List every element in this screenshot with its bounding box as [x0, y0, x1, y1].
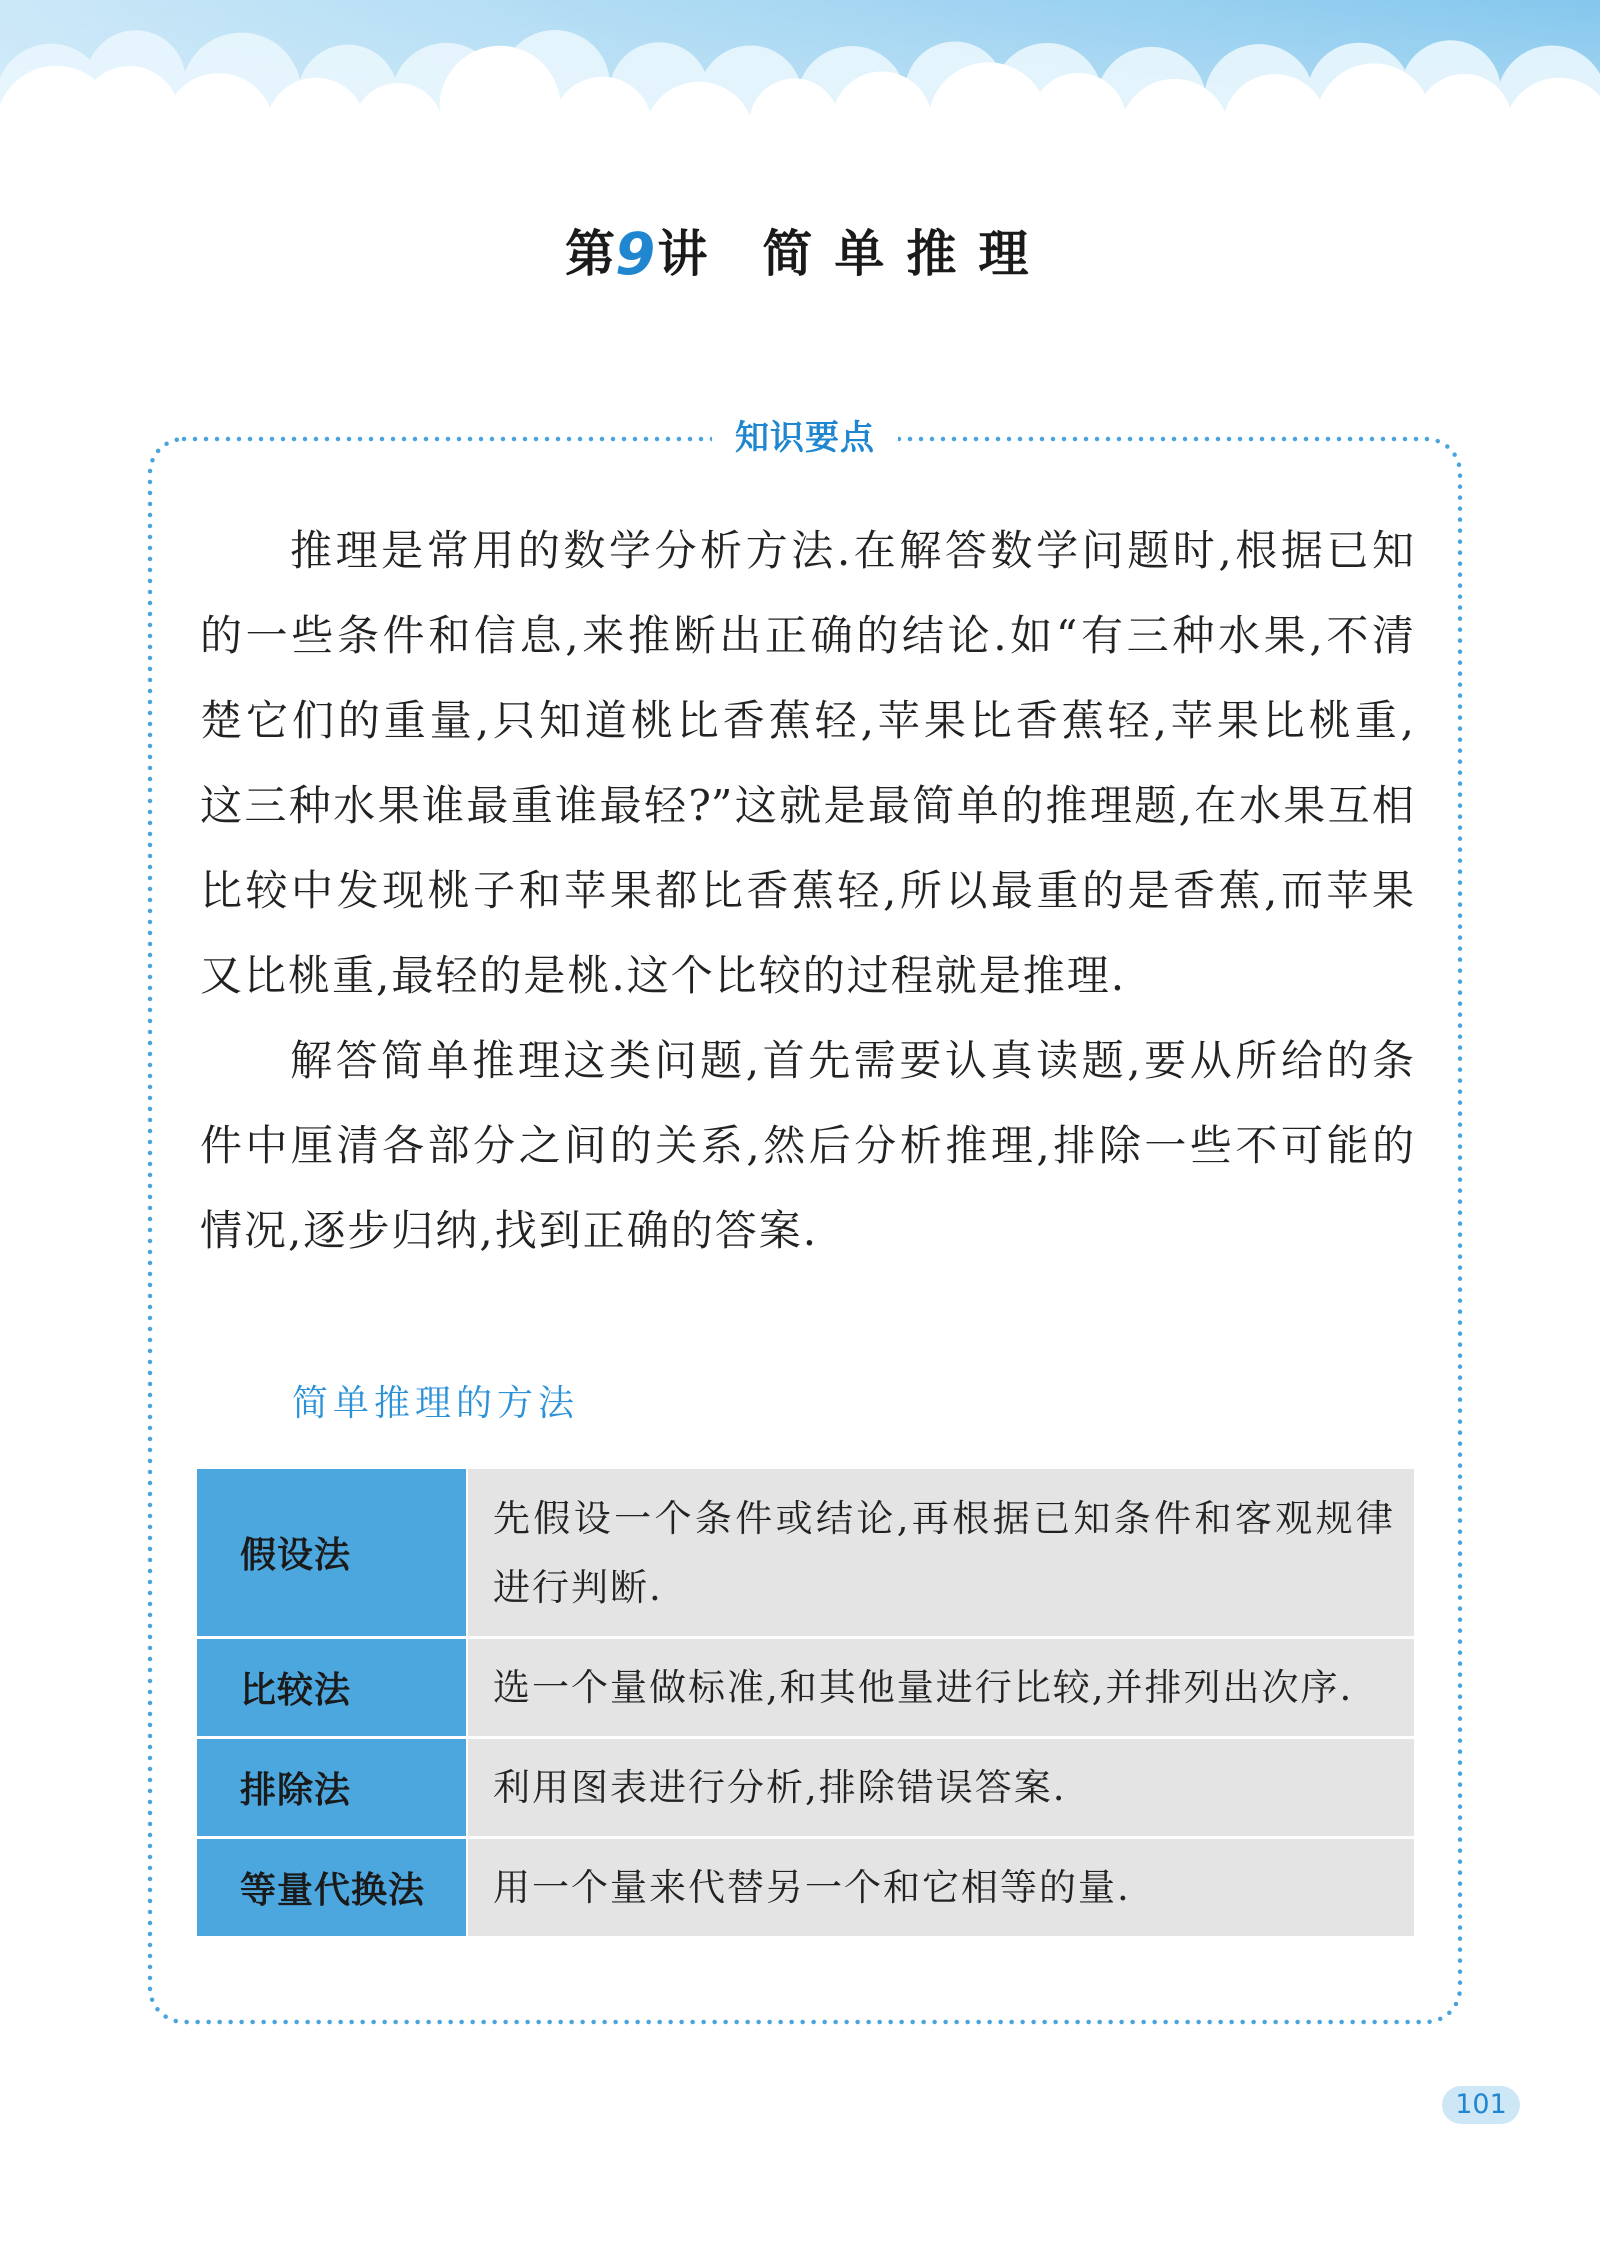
method-name-cell	[197, 1469, 466, 1636]
method-description-line: 选一个量做标准,和其他量进行比较,并排列出次序.	[493, 1666, 1354, 1709]
table-row	[197, 1469, 1414, 1636]
chapter-title: 简单推理	[762, 224, 1051, 283]
methods-table	[197, 1469, 1414, 1936]
paragraph-line: 这三种水果谁最重谁最轻?”这就是最简单的推理题,在水果互相	[200, 781, 1414, 830]
table-row	[197, 1639, 1414, 1736]
method-description-line: 利用图表进行分析,排除错误答案.	[493, 1766, 1067, 1809]
page-number: 101	[1442, 2086, 1520, 2124]
method-description-cell	[468, 1739, 1414, 1836]
paragraph-line: 楚它们的重量,只知道桃比香蕉轻,苹果比香蕉轻,苹果比桃重,	[200, 696, 1414, 745]
paragraph-line: 又比桃重,最轻的是桃.这个比较的过程就是推理.	[200, 951, 1127, 1000]
paragraph-line: 比较中发现桃子和苹果都比香蕉轻,所以最重的是香蕉,而苹果	[200, 866, 1414, 915]
paragraph-line: 推理是常用的数学分析方法.在解答数学问题时,根据已知	[290, 526, 1414, 575]
table-row	[197, 1739, 1414, 1836]
knowledge-text	[200, 508, 1414, 1273]
method-description-cell	[468, 1839, 1414, 1936]
method-name-cell	[197, 1639, 466, 1736]
method-name: 排除法	[240, 1770, 352, 1811]
paragraph	[200, 508, 1414, 1018]
chapter-number: 9	[615, 220, 656, 288]
methods-heading: 简单推理的方法	[292, 1383, 580, 1424]
chapter-title-bar	[565, 222, 1050, 286]
knowledge-points-heading: 知识要点	[712, 416, 898, 460]
paragraph-line: 的一些条件和信息,来推断出正确的结论.如“有三种水果,不清	[200, 611, 1414, 660]
chapter-prefix: 第	[565, 224, 615, 283]
method-name: 比较法	[240, 1670, 352, 1711]
paragraph-line: 情况,逐步归纳,找到正确的答案.	[200, 1206, 819, 1255]
chapter-suffix: 讲	[657, 224, 708, 283]
method-description-cell	[468, 1469, 1414, 1636]
paragraph-line: 件中厘清各部分之间的关系,然后分析推理,排除一些不可能的	[200, 1121, 1414, 1170]
method-description-cell	[468, 1639, 1414, 1736]
method-description-line: 用一个量来代替另一个和它相等的量.	[493, 1866, 1131, 1909]
method-name: 假设法	[240, 1535, 352, 1576]
method-description-line: 先假设一个条件或结论,再根据已知条件和客观规律	[493, 1496, 1393, 1540]
method-name-cell	[197, 1739, 466, 1836]
paragraph	[200, 1018, 1414, 1273]
table-row	[197, 1839, 1414, 1936]
method-description-line: 进行判断.	[493, 1565, 663, 1609]
method-name: 等量代换法	[240, 1870, 426, 1911]
sky-banner	[0, 0, 1600, 160]
method-name-cell	[197, 1839, 466, 1936]
paragraph-line: 解答简单推理这类问题,首先需要认真读题,要从所给的条	[290, 1036, 1414, 1085]
